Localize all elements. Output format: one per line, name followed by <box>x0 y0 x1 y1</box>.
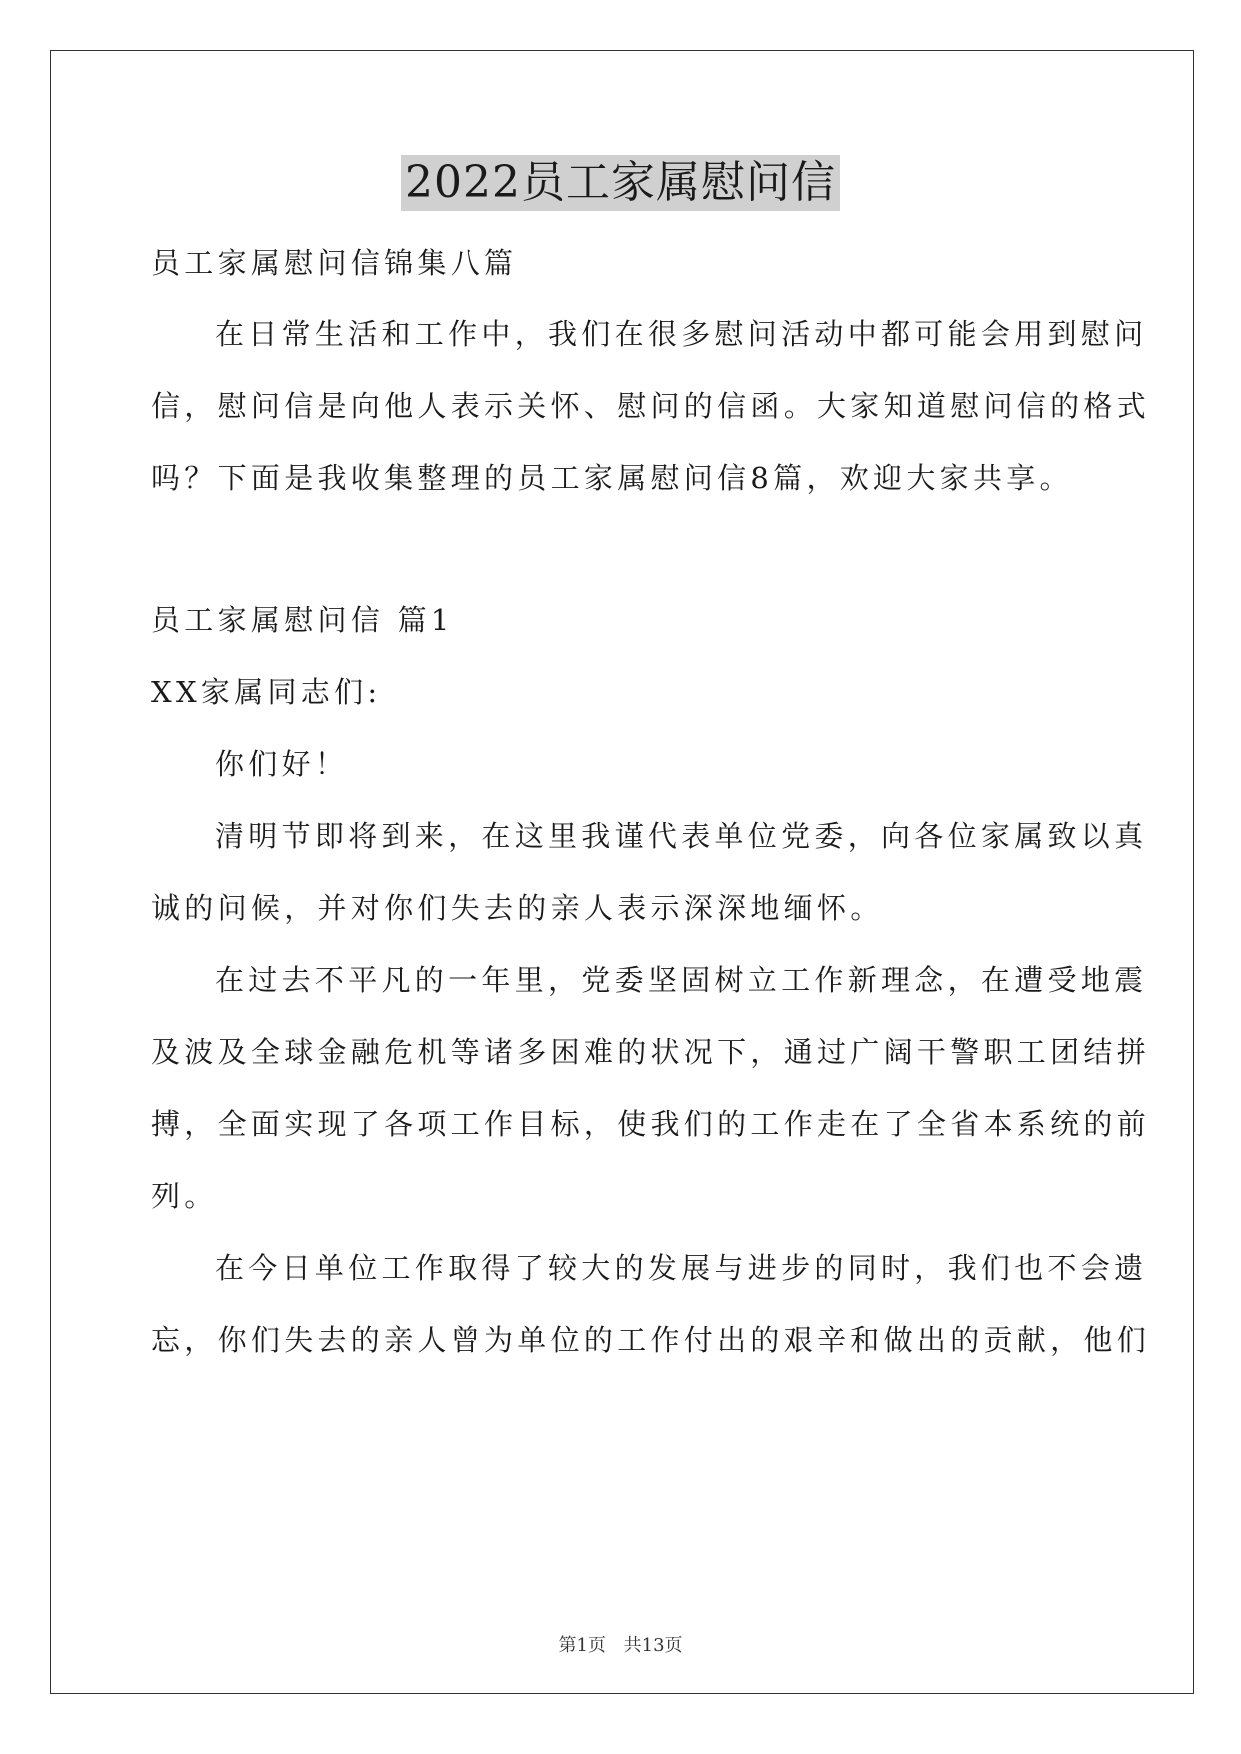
paragraph-line: 列。 <box>151 1179 218 1213</box>
title-container <box>0 155 1241 211</box>
page-total: 共13页 <box>623 1635 683 1656</box>
section-heading: 员工家属慰问信 篇1 <box>151 603 454 637</box>
paragraph-line: 及波及全球金融危机等诸多困难的状况下，通过广阔干警职工团结拼 <box>151 1035 1151 1069</box>
paragraph-line: 在今日单位工作取得了较大的发展与进步的同时，我们也不会遗 <box>215 1251 1148 1285</box>
paragraph-line: 清明节即将到来，在这里我谨代表单位党委，向各位家属致以真 <box>215 819 1148 853</box>
page-border <box>50 50 1194 1694</box>
document-title: 2022员工家属慰问信 <box>401 155 840 211</box>
paragraph-line: 诚的问候，并对你们失去的亲人表示深深地缅怀。 <box>151 891 884 925</box>
paragraph-line: 忘，你们失去的亲人曾为单位的工作付出的艰辛和做出的贡献，他们 <box>151 1323 1151 1357</box>
subtitle: 员工家属慰问信锦集八篇 <box>151 246 518 280</box>
page-footer <box>0 1634 1241 1658</box>
paragraph-line: 搏，全面实现了各项工作目标，使我们的工作走在了全省本系统的前 <box>151 1107 1151 1141</box>
paragraph-line: 信，慰问信是向他人表示关怀、慰问的信函。大家知道慰问信的格式 <box>151 389 1151 423</box>
paragraph-line: 吗？下面是我收集整理的员工家属慰问信8篇，欢迎大家共享。 <box>151 461 1073 495</box>
paragraph-line: 在日常生活和工作中，我们在很多慰问活动中都可能会用到慰问 <box>215 317 1148 351</box>
salutation: XX家属同志们: <box>151 675 382 709</box>
paragraph-line: 在过去不平凡的一年里，党委坚固树立工作新理念，在遭受地震 <box>215 963 1148 997</box>
greeting: 你们好！ <box>215 747 349 781</box>
page-number: 第1页 <box>558 1635 606 1656</box>
